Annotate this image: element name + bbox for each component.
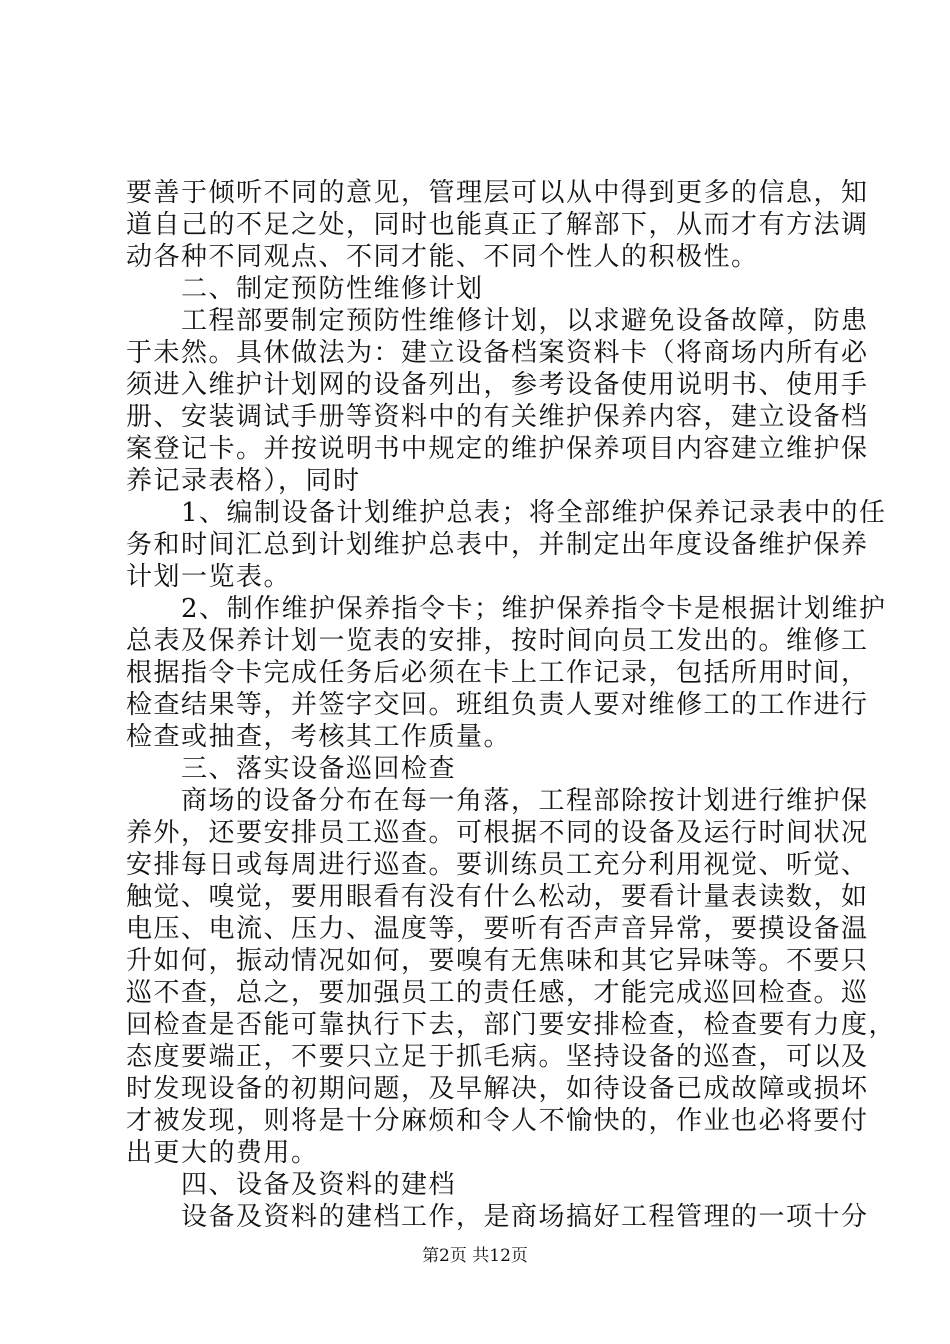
text-line: 1、编制设备计划维护总表；将全部维护保养记录表中的任 [126, 498, 887, 528]
text-line: 动各种不同观点、不同才能、不同个性人的积极性。 [126, 242, 759, 272]
text-line: 养记录表格），同时 [126, 466, 361, 496]
text-line: 商场的设备分布在每一角落，工程部除按计划进行维护保 [126, 786, 869, 816]
text-line: 设备及资料的建档工作，是商场搞好工程管理的一项十分 [126, 1202, 869, 1232]
text-line: 于未然。具休做法为：建立设备档案资料卡（将商场内所有必 [126, 338, 869, 368]
section-heading: 四、设备及资料的建档 [126, 1170, 457, 1200]
text-line: 根据指令卡完成任务后必须在卡上工作记录，包括所用时间， [126, 658, 869, 688]
text-line: 升如何，振动情况如何，要嗅有无焦味和其它异味等。不要只 [126, 946, 869, 976]
text-line: 出更大的费用。 [126, 1138, 319, 1168]
text-line: 须进入维护计划网的设备列出，参考设备使用说明书、使用手 [126, 370, 869, 400]
text-line: 务和时间汇总到计划维护总表中，并制定出年度设备维护保养 [126, 530, 869, 560]
text-line: 工程部要制定预防性维修计划，以求避免设备故障，防患 [126, 306, 869, 336]
text-line: 检查结果等，并签字交回。班组负责人要对维修工的工作进行 [126, 690, 869, 720]
text-line: 巡不查，总之，要加强员工的责任感，才能完成巡回检查。巡 [126, 978, 869, 1008]
text-line: 安排每日或每周进行巡查。要训练员工充分利用视觉、听觉、 [126, 850, 869, 880]
text-line: 要善于倾听不同的意见，管理层可以从中得到更多的信息，知 [126, 178, 869, 208]
section-heading: 二、制定预防性维修计划 [126, 274, 484, 304]
section-heading: 三、落实设备巡回检查 [126, 754, 457, 784]
text-line: 态度要端正，不要只立足于抓毛病。坚持设备的巡查，可以及 [126, 1042, 869, 1072]
text-line: 触觉、嗅觉，要用眼看有没有什么松动，要看计量表读数，如 [126, 882, 869, 912]
text-line: 养外，还要安排员工巡查。可根据不同的设备及运行时间状况 [126, 818, 869, 848]
text-line: 2、制作维护保养指令卡；维护保养指令卡是根据计划维护 [126, 594, 887, 624]
text-line: 总表及保养计划一览表的安排，按时间向员工发出的。维修工 [126, 626, 869, 656]
page-number-footer: 第2页 共12页 [422, 1246, 528, 1266]
text-line: 电压、电流、压力、温度等，要听有否声音异常，要摸设备温 [126, 914, 869, 944]
text-line: 计划一览表。 [126, 562, 292, 592]
text-line: 时发现设备的初期问题，及早解决，如待设备已成故障或损坏 [126, 1074, 869, 1104]
text-line: 册、安装调试手册等资料中的有关维护保养内容，建立设备档 [126, 402, 869, 432]
text-line: 才被发现，则将是十分麻烦和令人不愉快的，作业也必将要付 [126, 1106, 869, 1136]
text-line: 检查或抽查，考核其工作质量。 [126, 722, 512, 752]
text-line: 回检查是否能可靠执行下去，部门要安排检查，检查要有力度， [126, 1010, 897, 1040]
text-line: 案登记卡。并按说明书中规定的维护保养项目内容建立维护保 [126, 434, 869, 464]
text-line: 道自己的不足之处，同时也能真正了解部下，从而才有方法调 [126, 210, 869, 240]
